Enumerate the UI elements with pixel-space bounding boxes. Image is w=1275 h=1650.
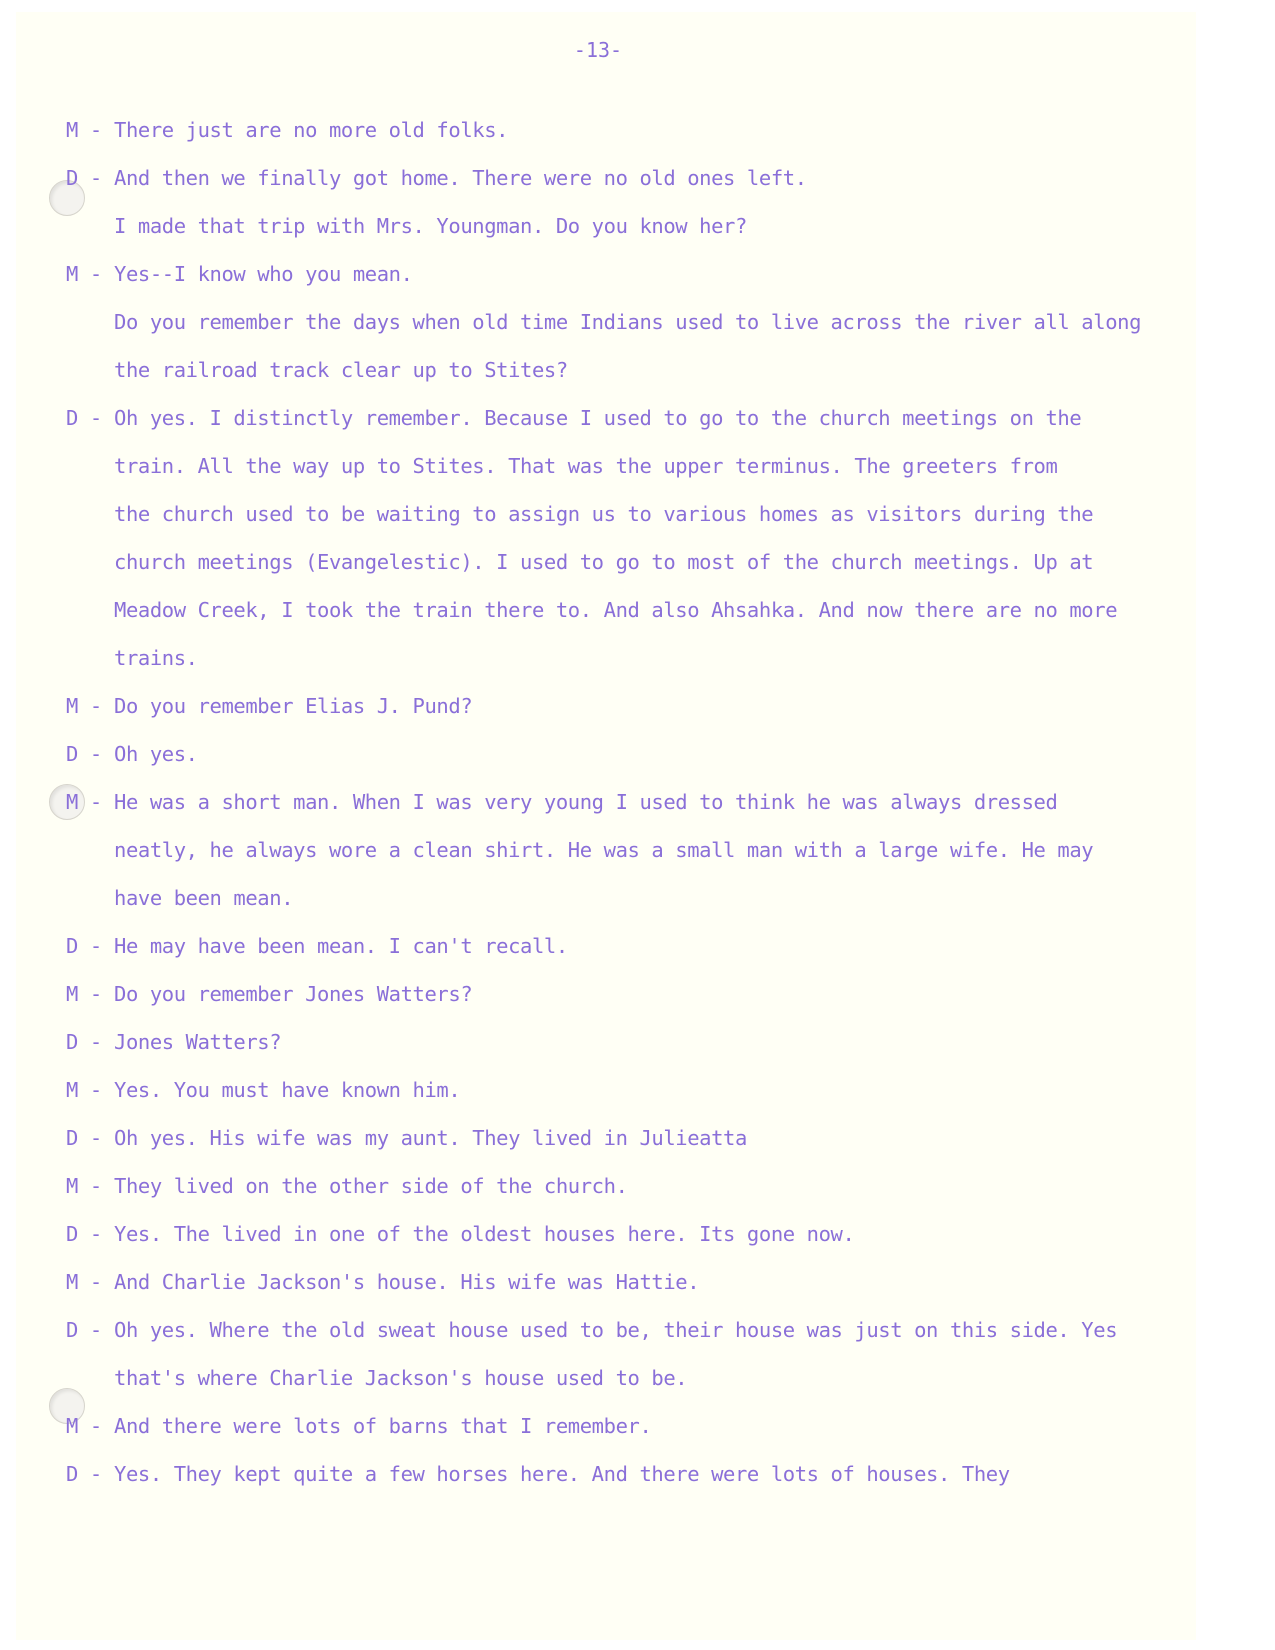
speaker-label: M -	[66, 1078, 102, 1102]
speaker-label	[66, 442, 114, 490]
line-text: And there were lots of barns that I remember.	[114, 1414, 652, 1438]
speaker-label	[66, 826, 114, 874]
speaker-label: D -	[66, 166, 102, 190]
line-text: He may have been mean. I can't recall.	[114, 934, 568, 958]
line-text: Yes. They kept quite a few horses here. And there were lots of houses. They	[114, 1462, 1010, 1486]
document-page	[16, 12, 1196, 1640]
line-text: They lived on the other side of the church.	[114, 1174, 628, 1198]
line-text: Oh yes.	[114, 742, 198, 766]
speaker-label: D -	[66, 1222, 102, 1246]
line-text: that's where Charlie Jackson's house used to be.	[114, 1366, 688, 1390]
transcript-line	[66, 1354, 1196, 1402]
speaker-label: D -	[66, 1462, 102, 1486]
speaker-label	[66, 346, 114, 394]
line-text: Meadow Creek, I took the train there to. And also Ahsahka. And now there are no more	[114, 598, 1118, 622]
speaker-label	[66, 586, 114, 634]
line-text: I made that trip with Mrs. Youngman. Do you know her?	[114, 214, 747, 238]
transcript-line	[66, 634, 1196, 682]
speaker-label	[66, 874, 114, 922]
transcript-line	[66, 682, 1196, 730]
line-text: Do you remember Jones Watters?	[114, 982, 473, 1006]
speaker-label	[66, 538, 114, 586]
transcript-line	[66, 1018, 1196, 1066]
transcript-line	[66, 298, 1196, 346]
line-text: Oh yes. Where the old sweat house used to be, their house was just on this side. Yes	[114, 1318, 1118, 1342]
speaker-label: M -	[66, 262, 102, 286]
transcript-line	[66, 250, 1196, 298]
page-number: -13-	[573, 38, 623, 62]
speaker-label: M -	[66, 1174, 102, 1198]
transcript-line	[66, 826, 1196, 874]
speaker-label	[66, 634, 114, 682]
transcript-line	[66, 1306, 1196, 1354]
transcript-line	[66, 1402, 1196, 1450]
speaker-label: D -	[66, 934, 102, 958]
transcript-line	[66, 778, 1196, 826]
line-text: Yes. The lived in one of the oldest houses here. Its gone now.	[114, 1222, 855, 1246]
transcript-line	[66, 1114, 1196, 1162]
transcript-line	[66, 106, 1196, 154]
speaker-label	[66, 1354, 114, 1402]
line-text: There just are no more old folks.	[114, 118, 509, 142]
transcript-line	[66, 394, 1196, 442]
line-text: Oh yes. I distinctly remember. Because I used to go to the church meetings on the	[114, 406, 1082, 430]
line-text: Yes--I know who you mean.	[114, 262, 413, 286]
speaker-label	[66, 298, 114, 346]
line-text: Yes. You must have known him.	[114, 1078, 461, 1102]
line-text: And then we finally got home. There were no old ones left.	[114, 166, 807, 190]
speaker-label: M -	[66, 118, 102, 142]
transcript-line	[66, 1258, 1196, 1306]
transcript-line	[66, 442, 1196, 490]
line-text: Jones Watters?	[114, 1030, 282, 1054]
speaker-label: M -	[66, 694, 102, 718]
transcript-line	[66, 202, 1196, 250]
speaker-label: M -	[66, 982, 102, 1006]
speaker-label: M -	[66, 1414, 102, 1438]
speaker-label: D -	[66, 406, 102, 430]
line-text: church meetings (Evangelestic). I used to go to most of the church meetings. Up at	[114, 550, 1094, 574]
transcript-body	[66, 106, 1196, 1498]
transcript-line	[66, 1066, 1196, 1114]
transcript-line	[66, 346, 1196, 394]
line-text: Do you remember Elias J. Pund?	[114, 694, 473, 718]
line-text: the railroad track clear up to Stites?	[114, 358, 568, 382]
transcript-line	[66, 874, 1196, 922]
line-text: And Charlie Jackson's house. His wife was Hattie.	[114, 1270, 700, 1294]
line-text: Oh yes. His wife was my aunt. They lived in Julieatta	[114, 1126, 747, 1150]
transcript-line	[66, 538, 1196, 586]
transcript-line	[66, 922, 1196, 970]
line-text: train. All the way up to Stites. That was the upper terminus. The greeters from	[114, 454, 1058, 478]
transcript-line	[66, 970, 1196, 1018]
transcript-line	[66, 154, 1196, 202]
line-text: have been mean.	[114, 886, 294, 910]
transcript-line	[66, 730, 1196, 778]
line-text: Do you remember the days when old time Indians used to live across the river all along	[114, 310, 1142, 334]
transcript-line	[66, 1210, 1196, 1258]
line-text: trains.	[114, 646, 198, 670]
transcript-line	[66, 1450, 1196, 1498]
line-text: the church used to be waiting to assign us to various homes as visitors during the	[114, 502, 1094, 526]
speaker-label: M -	[66, 1270, 102, 1294]
speaker-label: D -	[66, 742, 102, 766]
transcript-line	[66, 1162, 1196, 1210]
transcript-line	[66, 586, 1196, 634]
speaker-label: D -	[66, 1126, 102, 1150]
speaker-label: D -	[66, 1030, 102, 1054]
line-text: neatly, he always wore a clean shirt. He was a small man with a large wife. He may	[114, 838, 1094, 862]
speaker-label: D -	[66, 1318, 102, 1342]
speaker-label	[66, 490, 114, 538]
transcript-line	[66, 490, 1196, 538]
speaker-label: M -	[66, 790, 102, 814]
speaker-label	[66, 202, 114, 250]
line-text: He was a short man. When I was very young I used to think he was always dressed	[114, 790, 1058, 814]
